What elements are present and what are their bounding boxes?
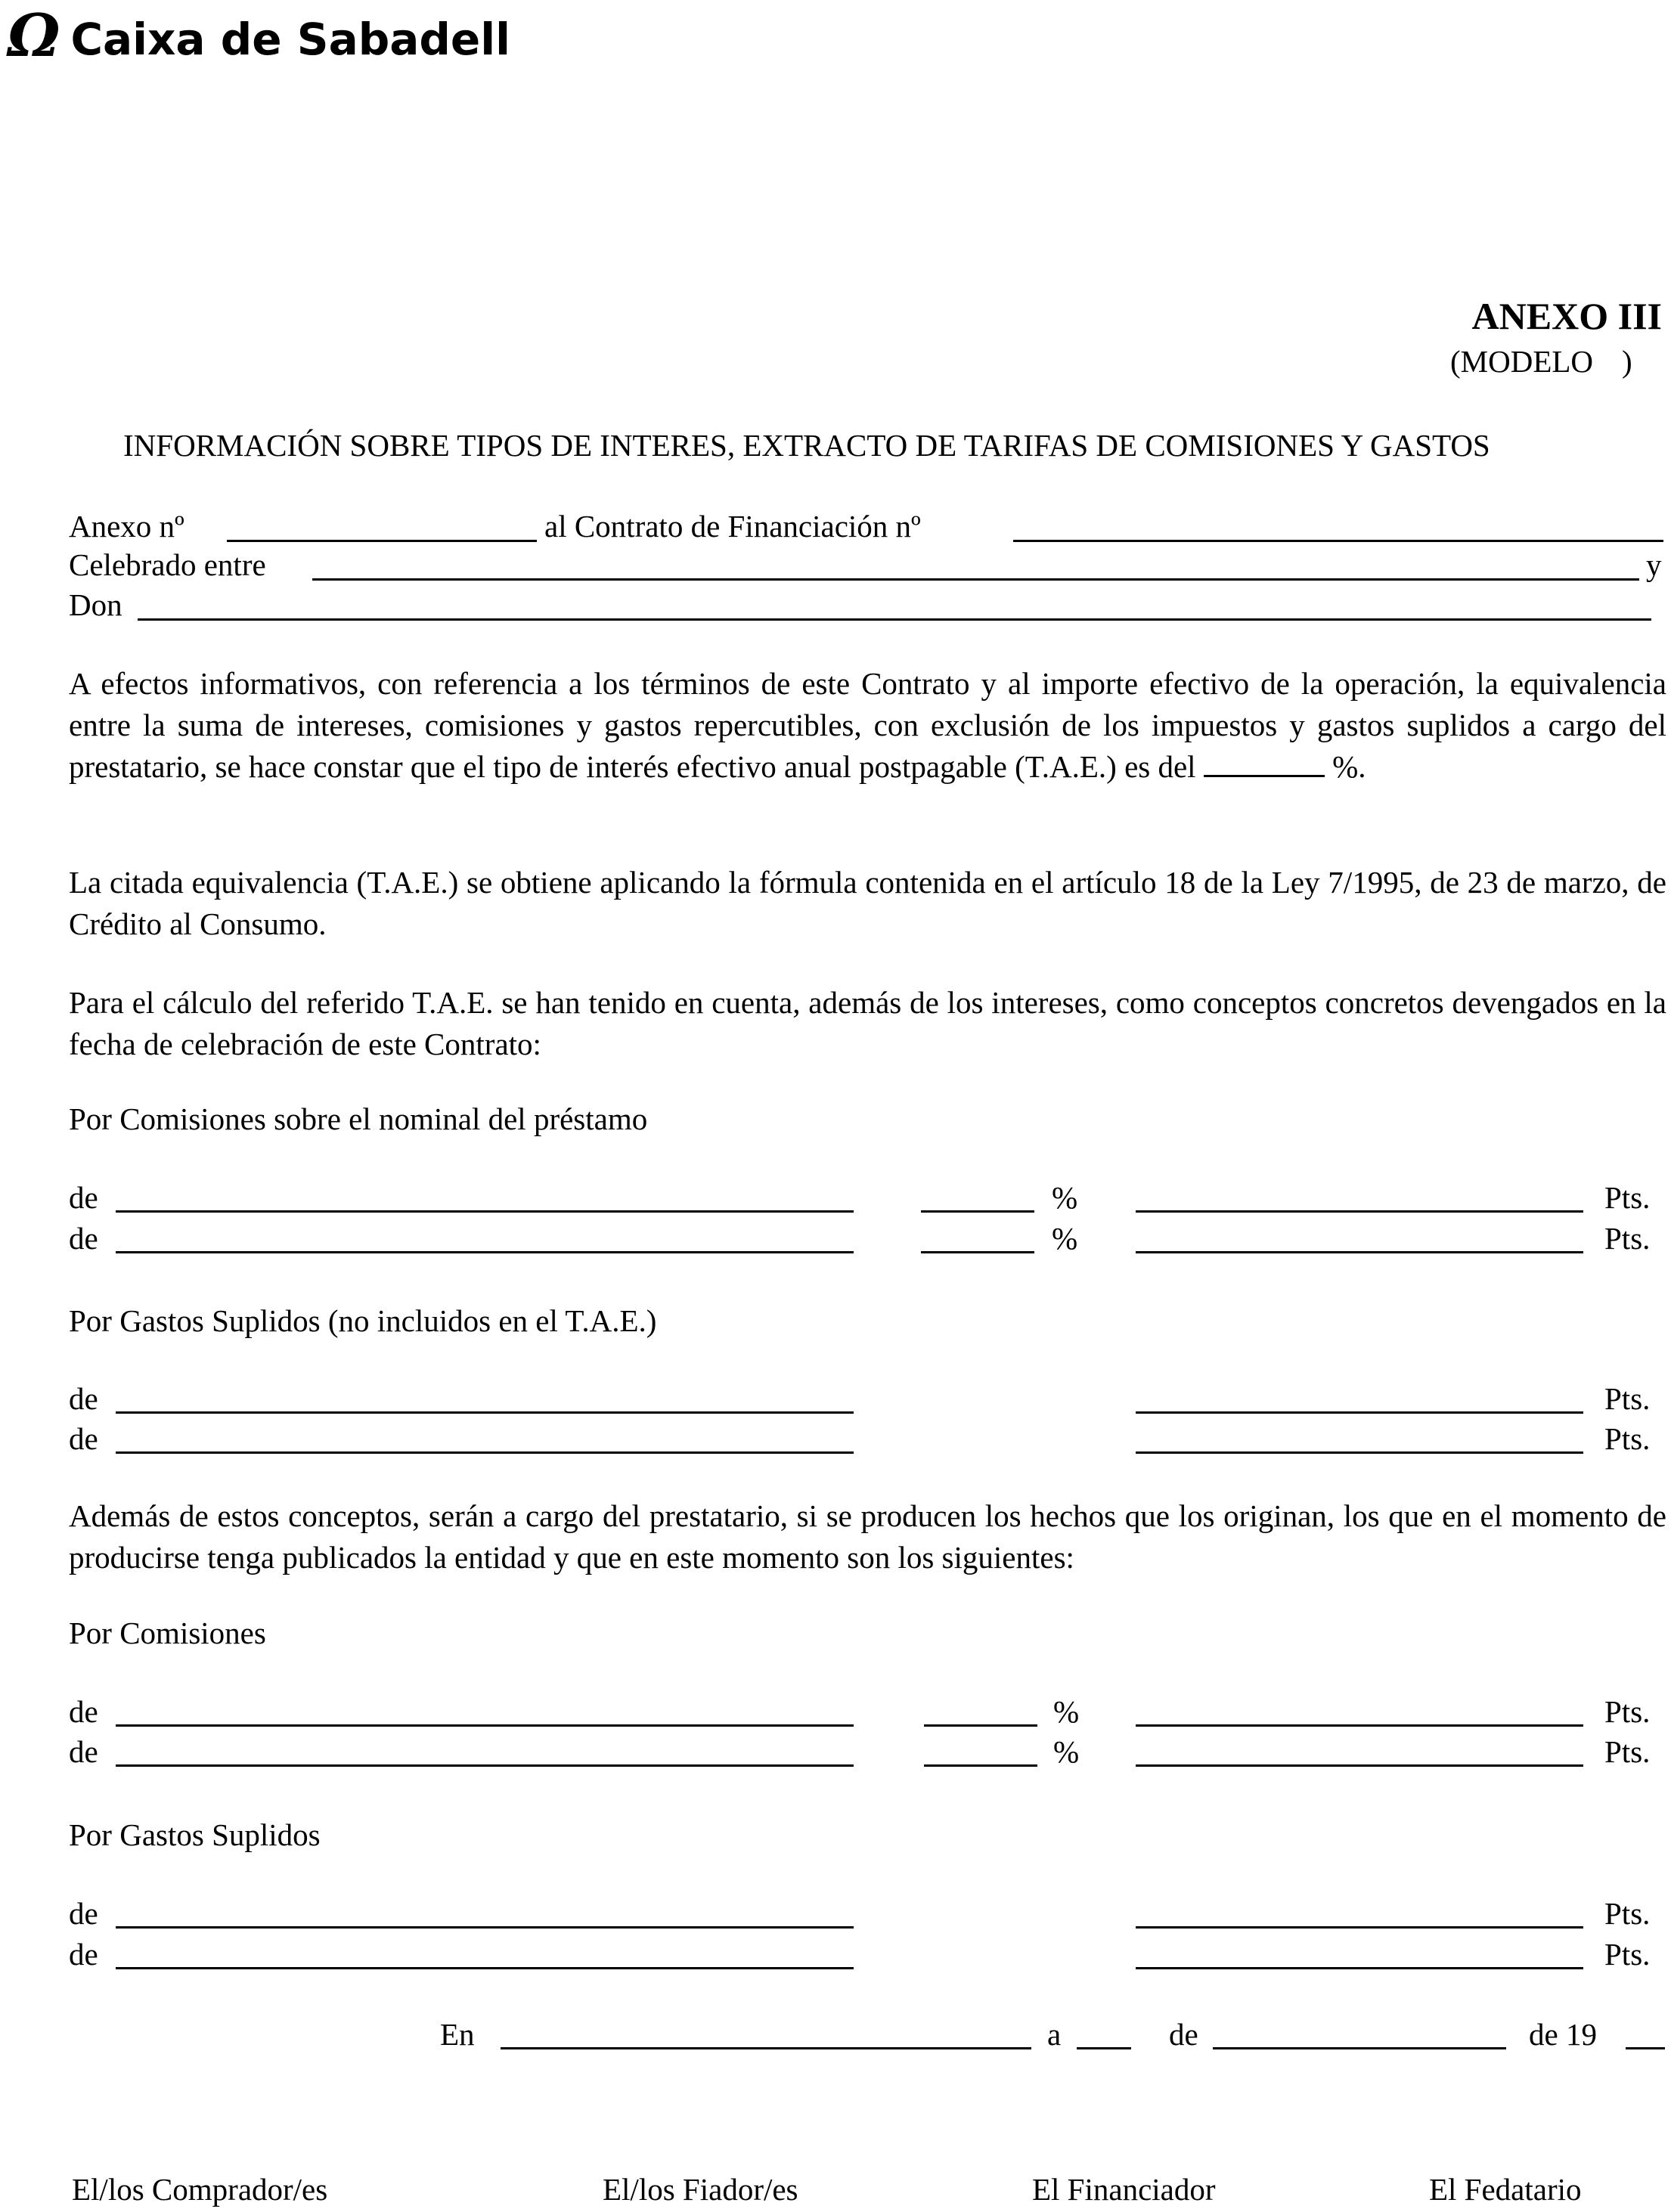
gasto-concept-field[interactable] bbox=[116, 1411, 854, 1414]
pts-label: Pts. bbox=[1604, 1734, 1651, 1769]
contrato-number-field[interactable] bbox=[1013, 540, 1663, 542]
pts-label: Pts. bbox=[1604, 1421, 1651, 1456]
date-a-label: a bbox=[1047, 2017, 1062, 2052]
row-de-label: de bbox=[69, 1421, 98, 1456]
omega-logo-icon: Ω bbox=[8, 2, 60, 70]
comision-percent-field[interactable] bbox=[924, 1764, 1037, 1767]
gasto-amount-field[interactable] bbox=[1136, 1967, 1583, 1969]
row-de-label: de bbox=[69, 1381, 98, 1416]
gasto-concept-field[interactable] bbox=[116, 1926, 854, 1929]
date-de-label: de bbox=[1169, 2017, 1198, 2052]
section-gastos: Por Gastos Suplidos bbox=[69, 1817, 321, 1852]
percent-label: % bbox=[1053, 1694, 1080, 1729]
percent-label: % bbox=[1052, 1221, 1078, 1256]
anexo-title: ANEXO III bbox=[1471, 295, 1662, 337]
date-year-label: de 19 bbox=[1529, 2017, 1597, 2052]
comision-concept-field[interactable] bbox=[116, 1764, 854, 1767]
row-de-label: de bbox=[69, 1221, 98, 1256]
percent-label: % bbox=[1053, 1734, 1080, 1769]
date-day-field[interactable] bbox=[1077, 2047, 1131, 2049]
comision-amount-field[interactable] bbox=[1136, 1251, 1583, 1253]
date-year-field[interactable] bbox=[1626, 2047, 1665, 2049]
date-en-label: En bbox=[440, 2017, 475, 2052]
tae-percent-field[interactable] bbox=[1204, 746, 1325, 777]
percent-label: % bbox=[1052, 1180, 1078, 1215]
anexo-number-label: Anexo nº bbox=[69, 509, 184, 544]
section-comisiones-nominal: Por Comisiones sobre el nominal del préstamo bbox=[69, 1101, 648, 1136]
modelo-label bbox=[1450, 342, 1632, 381]
pts-label: Pts. bbox=[1604, 1221, 1651, 1256]
pts-label: Pts. bbox=[1604, 1937, 1651, 1972]
signature-comprador: El/los Comprador/es bbox=[72, 2172, 328, 2207]
comision-percent-field[interactable] bbox=[921, 1210, 1034, 1213]
pts-label: Pts. bbox=[1604, 1694, 1651, 1729]
row-de-label: de bbox=[69, 1937, 98, 1972]
tae-percent-label: %. bbox=[1332, 749, 1366, 784]
gasto-amount-field[interactable] bbox=[1136, 1411, 1583, 1414]
don-label: Don bbox=[69, 587, 122, 622]
paragraph-conceptos: Para el cálculo del referido T.A.E. se han tenido en cuenta, además de los intereses, como conceptos concretos devengados en la fecha de celebración de este Contrato: bbox=[69, 985, 1666, 1061]
gasto-amount-field[interactable] bbox=[1136, 1926, 1583, 1929]
modelo-text: (MODELO bbox=[1450, 344, 1594, 379]
y-label: y bbox=[1646, 547, 1662, 582]
don-field[interactable] bbox=[138, 618, 1651, 621]
row-de-label: de bbox=[69, 1896, 98, 1931]
brand-name: Caixa de Sabadell bbox=[70, 14, 510, 65]
row-de-label: de bbox=[69, 1694, 98, 1729]
brand-logo bbox=[8, 2, 510, 70]
comision-amount-field[interactable] bbox=[1136, 1764, 1583, 1767]
date-month-field[interactable] bbox=[1213, 2047, 1506, 2049]
comision-amount-field[interactable] bbox=[1136, 1210, 1583, 1213]
document-heading: INFORMACIÓN SOBRE TIPOS DE INTERES, EXTRACTO DE TARIFAS DE COMISIONES Y GASTOS bbox=[123, 428, 1490, 463]
paragraph-formula: La citada equivalencia (T.A.E.) se obtiene aplicando la fórmula contenida en el artículo 18 de la Ley 7/1995, de 23 de marzo, de Crédito al Consumo. bbox=[69, 865, 1666, 941]
signature-fiador: El/los Fiador/es bbox=[603, 2172, 798, 2207]
pts-label: Pts. bbox=[1604, 1180, 1651, 1215]
pts-label: Pts. bbox=[1604, 1896, 1651, 1931]
comision-amount-field[interactable] bbox=[1136, 1724, 1583, 1727]
gasto-concept-field[interactable] bbox=[116, 1451, 854, 1454]
comision-concept-field[interactable] bbox=[116, 1210, 854, 1213]
section-comisiones: Por Comisiones bbox=[69, 1616, 266, 1650]
anexo-number-field[interactable] bbox=[227, 540, 537, 542]
gasto-concept-field[interactable] bbox=[116, 1967, 854, 1969]
row-de-label: de bbox=[69, 1180, 98, 1215]
paragraph-tae bbox=[69, 663, 1666, 788]
celebrado-label: Celebrado entre bbox=[69, 547, 266, 582]
comision-concept-field[interactable] bbox=[116, 1724, 854, 1727]
gasto-amount-field[interactable] bbox=[1136, 1451, 1583, 1454]
signature-fedatario: El Fedatario bbox=[1429, 2172, 1582, 2207]
paragraph-ademas: Además de estos conceptos, serán a cargo del prestatario, si se producen los hechos que los originan, los que en el momento de producirse tenga publicados la entidad y que en este momento son los siguientes: bbox=[69, 1498, 1666, 1575]
pts-label: Pts. bbox=[1604, 1381, 1651, 1416]
celebrado-field[interactable] bbox=[312, 578, 1639, 581]
modelo-close: ) bbox=[1622, 344, 1632, 379]
date-place-field[interactable] bbox=[501, 2047, 1031, 2049]
section-gastos-no-tae: Por Gastos Suplidos (no incluidos en el T.A.E.) bbox=[69, 1303, 657, 1338]
signature-financiador: El Financiador bbox=[1032, 2172, 1216, 2207]
comision-percent-field[interactable] bbox=[924, 1724, 1037, 1727]
comision-percent-field[interactable] bbox=[921, 1251, 1034, 1253]
row-de-label: de bbox=[69, 1734, 98, 1769]
contrato-number-label: al Contrato de Financiación nº bbox=[544, 509, 921, 544]
paragraph-tae-text: A efectos informativos, con referencia a los términos de este Contrato y al importe efectivo de la operación, la equivalencia entre la suma de intereses, comisiones y gastos repercutibles, con exclusión de los impuestos y gastos suplidos a cargo del prestatario, se hace constar que el tipo de interés efectivo anual postpagable (T.A.E.) es del bbox=[69, 666, 1666, 784]
comision-concept-field[interactable] bbox=[116, 1251, 854, 1253]
